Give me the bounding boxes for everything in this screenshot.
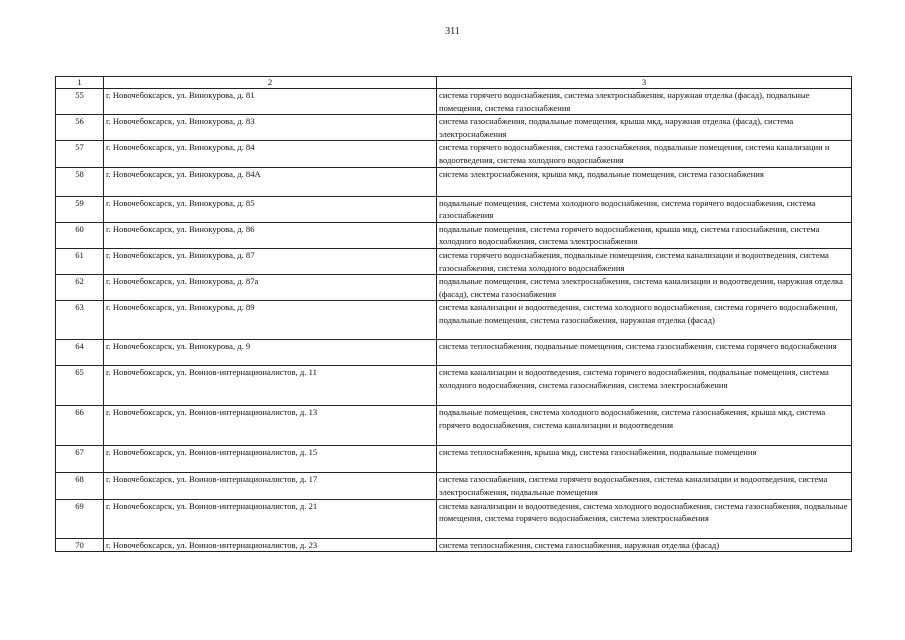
table-row (56, 446, 852, 473)
row-number: 56 (56, 115, 104, 141)
row-systems: система теплоснабжения, система газоснабжения, наружная отделка (фасад) (437, 538, 852, 552)
table-row (56, 196, 852, 222)
table-row (56, 538, 852, 552)
row-address: г. Новочебоксарск, ул. Воинов-интернационалистов, д. 11 (104, 366, 437, 406)
table-row (56, 167, 852, 196)
row-number: 60 (56, 222, 104, 248)
header-col-1: 1 (56, 77, 104, 89)
row-address: г. Новочебоксарск, ул. Винокурова, д. 9 (104, 340, 437, 366)
row-number: 57 (56, 141, 104, 167)
table-row (56, 473, 852, 499)
table-row (56, 141, 852, 167)
row-address: г. Новочебоксарск, ул. Воинов-интернационалистов, д. 13 (104, 406, 437, 446)
row-address: г. Новочебоксарск, ул. Винокурова, д. 84А (104, 167, 437, 196)
row-number: 64 (56, 340, 104, 366)
row-systems: подвальные помещения, система электроснабжения, система канализации и водоотведения, наружная отделка (фасад), система газоснабжения (437, 275, 852, 301)
row-systems: система канализации и водоотведения, система холодного водоснабжения, система газоснабжения, подвальные помещения, система горячего водоснабжения, система электроснабжения (437, 499, 852, 538)
table-row (56, 301, 852, 340)
row-number: 58 (56, 167, 104, 196)
row-number: 59 (56, 196, 104, 222)
buildings-table (55, 76, 852, 552)
table-row (56, 248, 852, 274)
header-row (56, 77, 852, 89)
row-number: 67 (56, 446, 104, 473)
row-address: г. Новочебоксарск, ул. Воинов-интернационалистов, д. 15 (104, 446, 437, 473)
row-systems: система теплоснабжения, подвальные помещения, система газоснабжения, система горячего водоснабжения (437, 340, 852, 366)
row-address: г. Новочебоксарск, ул. Винокурова, д. 81 (104, 89, 437, 115)
page-number: 311 (445, 26, 460, 37)
table-row (56, 499, 852, 538)
table-row (56, 222, 852, 248)
row-address: г. Новочебоксарск, ул. Винокурова, д. 85 (104, 196, 437, 222)
row-address: г. Новочебоксарск, ул. Воинов-интернационалистов, д. 21 (104, 499, 437, 538)
row-address: г. Новочебоксарск, ул. Винокурова, д. 84 (104, 141, 437, 167)
table-row (56, 340, 852, 366)
table-row (56, 406, 852, 446)
row-number: 62 (56, 275, 104, 301)
table-row (56, 115, 852, 141)
header-col-2: 2 (104, 77, 437, 89)
row-systems: система канализации и водоотведения, система холодного водоснабжения, система горячего водоснабжения, подвальные помещения, система газоснабжения, наружная отделка (фасад) (437, 301, 852, 340)
row-systems: система горячего водоснабжения, система газоснабжения, подвальные помещения, система канализации и водоотведения, система холодного водоснабжения (437, 141, 852, 167)
row-systems: система горячего водоснабжения, система электроснабжения, наружная отделка (фасад), подвальные помещения, система газоснабжения (437, 89, 852, 115)
row-systems: система теплоснабжения, крыша мкд, система газоснабжения, подвальные помещения (437, 446, 852, 473)
table-row (56, 89, 852, 115)
row-address: г. Новочебоксарск, ул. Винокурова, д. 89 (104, 301, 437, 340)
row-systems: система газоснабжения, система горячего водоснабжения, система канализации и водоотведения, система электроснабжения, подвальные помещения (437, 473, 852, 499)
row-number: 61 (56, 248, 104, 274)
row-systems: подвальные помещения, система горячего водоснабжения, крыша мкд, система газоснабжения, система холодного водоснабжения, система электроснабжения (437, 222, 852, 248)
row-systems: система электроснабжения, крыша мкд, подвальные помещения, система газоснабжения (437, 167, 852, 196)
row-address: г. Новочебоксарск, ул. Винокурова, д. 87а (104, 275, 437, 301)
row-address: г. Новочебоксарск, ул. Винокурова, д. 83 (104, 115, 437, 141)
row-systems: подвальные помещения, система холодного водоснабжения, система газоснабжения, крыша мкд, система горячего водоснабжения, система канализации и водоотведения (437, 406, 852, 446)
row-number: 65 (56, 366, 104, 406)
row-systems: система газоснабжения, подвальные помещения, крыша мкд, наружная отделка (фасад), система электроснабжения (437, 115, 852, 141)
row-systems: подвальные помещения, система холодного водоснабжения, система горячего водоснабжения, система газоснабжения (437, 196, 852, 222)
row-address: г. Новочебоксарск, ул. Винокурова, д. 87 (104, 248, 437, 274)
table-row (56, 366, 852, 406)
row-number: 69 (56, 499, 104, 538)
row-number: 70 (56, 538, 104, 552)
row-systems: система горячего водоснабжения, подвальные помещения, система канализации и водоотведения, система газоснабжения, система холодного водоснабжения (437, 248, 852, 274)
row-number: 55 (56, 89, 104, 115)
row-address: г. Новочебоксарск, ул. Воинов-интернационалистов, д. 17 (104, 473, 437, 499)
row-address: г. Новочебоксарск, ул. Воинов-интернационалистов, д. 23 (104, 538, 437, 552)
header-col-3: 3 (437, 77, 852, 89)
row-systems: система канализации и водоотведения, система горячего водоснабжения, подвальные помещения, система холодного водоснабжения, система газоснабжения, система электроснабжения (437, 366, 852, 406)
row-number: 66 (56, 406, 104, 446)
row-address: г. Новочебоксарск, ул. Винокурова, д. 86 (104, 222, 437, 248)
row-number: 68 (56, 473, 104, 499)
table-row (56, 275, 852, 301)
row-number: 63 (56, 301, 104, 340)
